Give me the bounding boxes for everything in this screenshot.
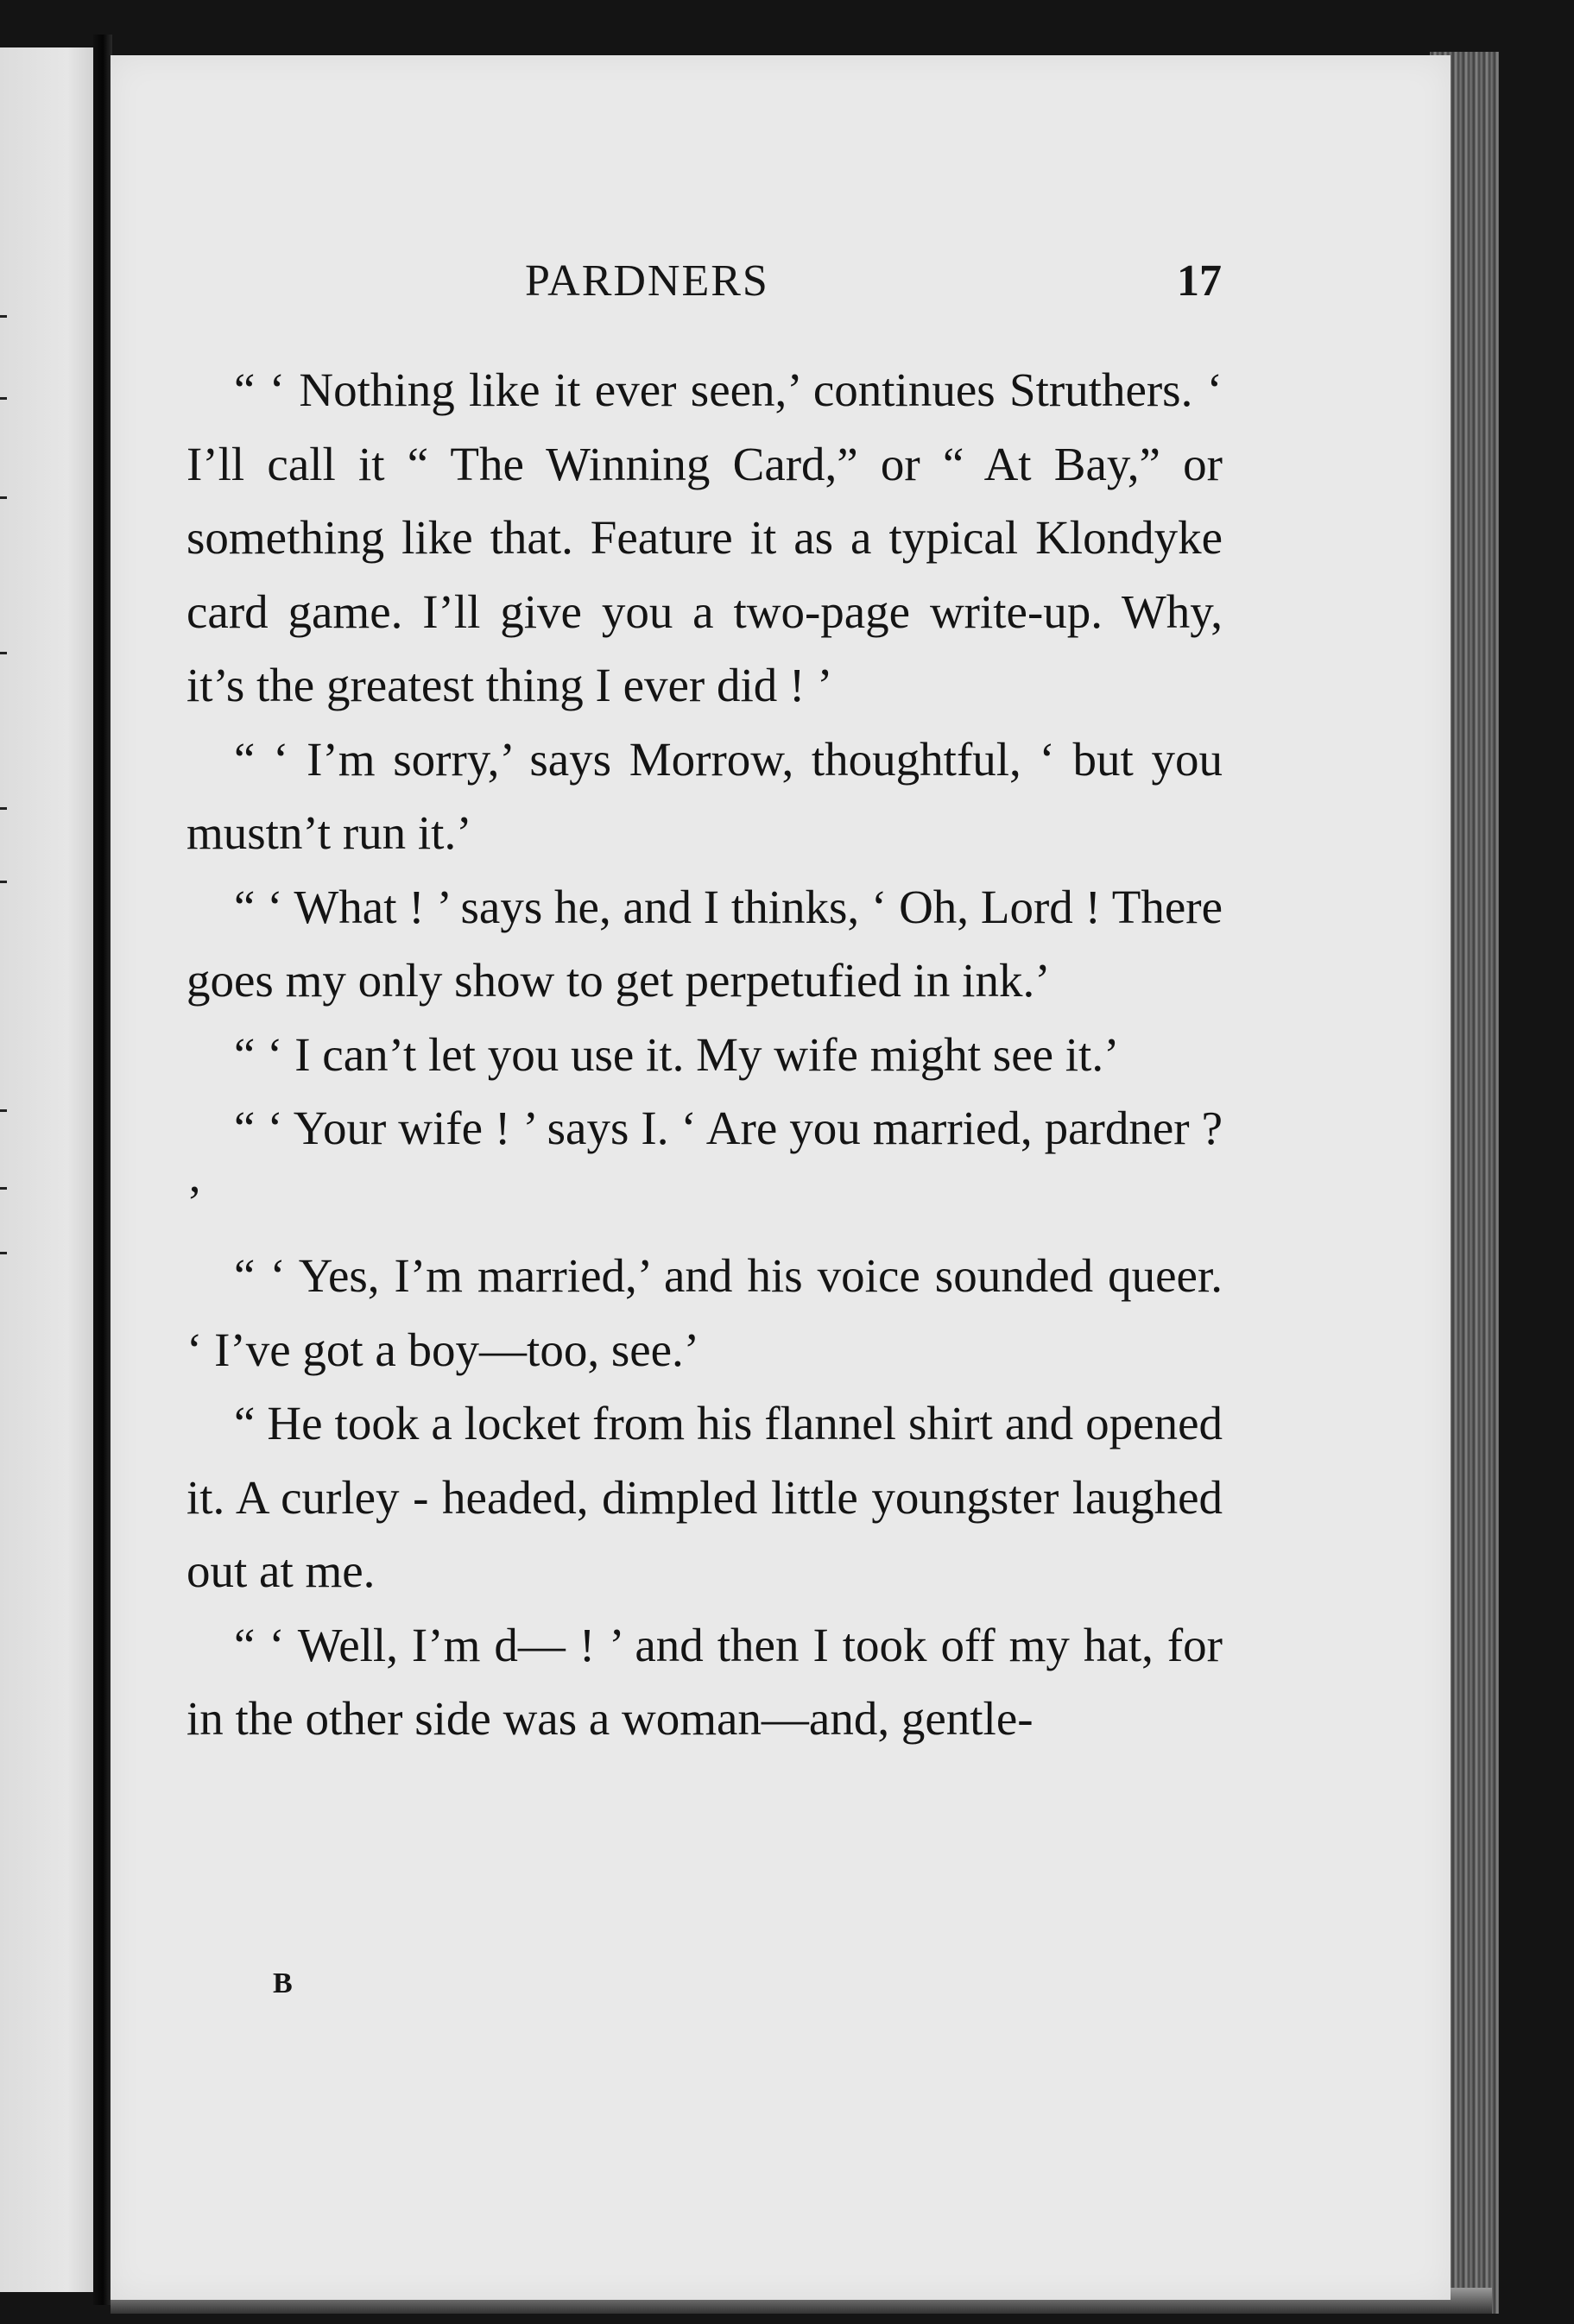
text-fragment-mark: [0, 1109, 7, 1112]
paragraph: “ ‘ I can’t let you use it. My wife might see it.’: [234, 1027, 1120, 1081]
text-fragment-mark: [0, 1252, 7, 1254]
running-head: [111, 256, 1451, 316]
paragraph: “ ‘ What ! ’ says he, and I thinks, ‘ Oh, Lord ! There goes my only show to get perpetufied in ink.’: [186, 880, 1223, 1007]
text-fragment-mark: [0, 1187, 7, 1190]
text-fragment-mark: [0, 496, 7, 499]
text-fragment-mark: [0, 807, 7, 810]
signature-mark: B: [273, 1967, 293, 1999]
text-fragment-mark: [0, 315, 7, 318]
paragraph: “ ‘ Nothing like it ever seen,’ continues Struthers. ‘ I’ll call it “ The Winning Card,” or “ At Bay,” or something like that. Feature it as a typical Klondyke card game. I’ll give you a two-page write-up. Why, it’s the greatest thing I ever did ! ’: [186, 363, 1223, 711]
text-fragment-mark: [0, 652, 7, 654]
paragraph: “ ‘ I’m sorry,’ says Morrow, thoughtful, ‘ but you mustn’t run it.’: [186, 732, 1223, 859]
body-text: [186, 353, 1223, 1756]
running-title: PARDNERS: [525, 256, 769, 306]
book-page: [111, 55, 1451, 2300]
text-fragment-mark: [0, 397, 7, 400]
previous-page-edge: [0, 47, 97, 2292]
paragraph: “ ‘ Your wife ! ’ says I. ‘ Are you married, pardner ? ’: [186, 1102, 1223, 1228]
book-gutter: [93, 35, 112, 2305]
paragraph: “ ‘ Well, I’m d— ! ’ and then I took off my hat, for in the other side was a woman—and, gentle-: [186, 1618, 1223, 1745]
paragraph: “ ‘ Yes, I’m married,’ and his voice sounded queer. ‘ I’ve got a boy—too, see.’: [186, 1249, 1223, 1376]
text-fragment-mark: [0, 881, 7, 883]
page-number: 17: [1177, 256, 1222, 306]
paragraph: “ He took a locket from his flannel shirt and opened it. A curley - headed, dimpled little youngster laughed out at me.: [186, 1397, 1223, 1597]
